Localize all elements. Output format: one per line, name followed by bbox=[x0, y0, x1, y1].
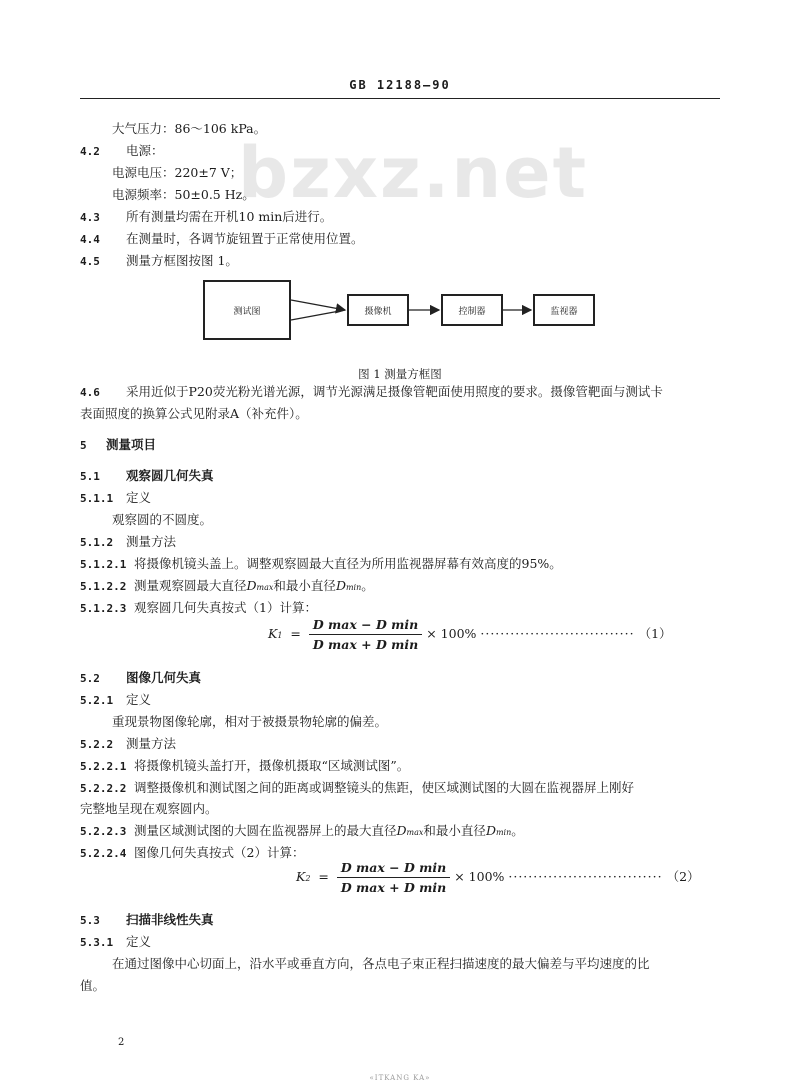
section-text: 电源： bbox=[126, 143, 164, 158]
section-text: 测量方法 bbox=[126, 736, 177, 751]
formula-k2-sub: 2 bbox=[305, 874, 311, 883]
section-5-2-2-2-cont: 完整地呈现在观察圆内。 bbox=[80, 801, 218, 816]
section-text: 扫描非线性失真 bbox=[126, 912, 214, 927]
section-number: 5.1.2.1 bbox=[80, 558, 127, 571]
section-number: 4.4 bbox=[80, 233, 100, 246]
section-text: 和最小直径 bbox=[423, 823, 486, 838]
footer-stamp: «ITKANG KA» bbox=[369, 1074, 431, 1082]
formula-1-tag: （1） bbox=[638, 626, 672, 641]
formula-1-times: × 100% bbox=[426, 626, 477, 641]
section-number: 5.1 bbox=[80, 470, 100, 483]
section-5-1-1 bbox=[80, 490, 151, 507]
formula-k1: K bbox=[268, 626, 278, 641]
section-5-1-1-text: 观察圆的不圆度。 bbox=[112, 512, 213, 527]
section-number: 5.2.2.1 bbox=[80, 760, 127, 773]
section-5-3-1-cont: 值。 bbox=[80, 978, 106, 993]
section-number: 5.3 bbox=[80, 914, 100, 927]
diagram-box-camera: 摄像机 bbox=[347, 294, 409, 326]
section-text: 。 bbox=[361, 578, 374, 593]
section-text: 定义 bbox=[126, 934, 152, 949]
section-5-3 bbox=[80, 912, 214, 929]
section-text: 将摄像机镜头盖打开，摄像机摄取“区域测试图”。 bbox=[134, 758, 410, 773]
section-text: 测量区域测试图的大圆在监视器屏上的最大直径 bbox=[134, 823, 397, 838]
section-5-1-2-1 bbox=[80, 556, 562, 573]
section-number: 5.1.2.2 bbox=[80, 580, 127, 593]
section-text: 定义 bbox=[126, 692, 152, 707]
section-number: 4.2 bbox=[80, 145, 100, 158]
section-5-2-1 bbox=[80, 692, 151, 709]
diagram-arrows bbox=[0, 0, 800, 400]
section-text: 测量项目 bbox=[106, 437, 157, 452]
section-5-1-2 bbox=[80, 534, 176, 551]
section-number: 5.1.2 bbox=[80, 536, 114, 549]
sub-min: min bbox=[495, 828, 512, 837]
section-number: 5.2.1 bbox=[80, 694, 114, 707]
section-5-1-2-3 bbox=[80, 600, 317, 617]
sub-max: max bbox=[406, 828, 424, 837]
formula-2-times: × 100% bbox=[454, 869, 505, 884]
section-number: 5.3.1 bbox=[80, 936, 114, 949]
section-text: 所有测量均需在开机10 min后进行。 bbox=[126, 209, 333, 224]
figure-caption: 图 1 测量方框图 bbox=[358, 367, 442, 381]
section-text: 观察圆几何失真按式（1）计算： bbox=[134, 600, 317, 615]
var-d: D bbox=[335, 578, 346, 593]
arrow-upper-ray bbox=[291, 300, 345, 310]
section-number: 5.2.2.3 bbox=[80, 825, 127, 838]
section-text: 定义 bbox=[126, 490, 152, 505]
diagram-box-test-chart: 测试图 bbox=[203, 280, 291, 340]
section-5-2-2-2 bbox=[80, 780, 634, 797]
section-5-2-2-1 bbox=[80, 758, 409, 775]
formula-k2: K bbox=[296, 869, 306, 884]
section-4-6-cont: 表面照度的换算公式见附录A（补充件）。 bbox=[80, 406, 308, 421]
section-text: 图像几何失真 bbox=[126, 670, 202, 685]
formula-k1-sub: 1 bbox=[277, 631, 283, 640]
section-text: 测量方框图按图 1。 bbox=[126, 253, 238, 268]
section-4-6 bbox=[80, 384, 663, 401]
section-text: 观察圆几何失真 bbox=[126, 468, 214, 483]
section-5-2-1-text: 重现景物图像轮廓，相对于被摄景物轮廓的偏差。 bbox=[112, 714, 388, 729]
section-number: 4.5 bbox=[80, 255, 100, 268]
diagram-box-monitor: 监视器 bbox=[533, 294, 595, 326]
section-number: 5.2.2.2 bbox=[80, 782, 127, 795]
section-number: 5.1.2.3 bbox=[80, 602, 127, 615]
var-d: D bbox=[485, 823, 496, 838]
section-text: 图像几何失真按式（2）计算： bbox=[134, 845, 305, 860]
equals-sign: = bbox=[286, 626, 305, 641]
equals-sign: = bbox=[314, 869, 333, 884]
section-number: 5.2 bbox=[80, 672, 100, 685]
section-5-3-1-text: 在通过图像中心切面上，沿水平或垂直方向，各点电子束正程扫描速度的最大偏差与平均速度的比 bbox=[112, 956, 650, 971]
section-text: 。 bbox=[511, 823, 524, 838]
section-number: 4.3 bbox=[80, 211, 100, 224]
formula-1-numerator: D max − D min bbox=[312, 617, 419, 632]
formula-2-denominator: D max + D min bbox=[337, 877, 450, 895]
watermark: bzxz.net bbox=[238, 132, 589, 214]
frequency-line: 电源频率：50±0.5 Hz。 bbox=[112, 187, 255, 202]
formula-2-tag: （2） bbox=[666, 869, 700, 884]
section-5-1-2-2 bbox=[80, 578, 374, 596]
pressure-line: 大气压力：86～106 kPa。 bbox=[112, 121, 267, 136]
section-number: 5.1.1 bbox=[80, 492, 114, 505]
section-5-2-2-4 bbox=[80, 845, 304, 862]
formula-2-leader: ······························· bbox=[508, 869, 663, 884]
section-text: 在测量时，各调节旋钮置于正常使用位置。 bbox=[126, 231, 364, 246]
diagram-box-controller: 控制器 bbox=[441, 294, 503, 326]
section-text: 采用近似于P20荧光粉光谱光源，调节光源满足摄像管靶面使用照度的要求。摄像管靶面与测试卡 bbox=[126, 384, 663, 399]
section-number: 5 bbox=[80, 439, 87, 452]
voltage-line: 电源电压：220±7 V； bbox=[112, 165, 243, 180]
var-d: D bbox=[246, 578, 257, 593]
formula-1 bbox=[268, 617, 672, 652]
section-text: 测量方法 bbox=[126, 534, 177, 549]
formula-2 bbox=[296, 860, 700, 895]
formula-1-fraction bbox=[309, 617, 422, 652]
var-d: D bbox=[396, 823, 407, 838]
section-text: 测量观察圆最大直径 bbox=[134, 578, 247, 593]
section-text: 将摄像机镜头盖上。调整观察圆最大直径为所用监视器屏幕有效高度的95%。 bbox=[134, 556, 562, 571]
section-number: 5.2.2 bbox=[80, 738, 114, 751]
formula-2-numerator: D max − D min bbox=[340, 860, 447, 875]
sub-max: max bbox=[256, 583, 274, 592]
section-number: 4.6 bbox=[80, 386, 100, 399]
section-text: 调整摄像机和测试图之间的距离或调整镜头的焦距，使区域测试图的大圆在监视器屏上刚好 bbox=[134, 780, 635, 795]
section-5-1 bbox=[80, 468, 214, 485]
document-header: GB 12188—90 bbox=[349, 78, 451, 92]
section-number: 5.2.2.4 bbox=[80, 847, 127, 860]
section-5-3-1 bbox=[80, 934, 151, 951]
arrow-lower-ray bbox=[291, 310, 345, 320]
section-text: 和最小直径 bbox=[273, 578, 336, 593]
formula-1-denominator: D max + D min bbox=[309, 634, 422, 652]
formula-1-leader: ······························· bbox=[480, 626, 635, 641]
section-5 bbox=[80, 437, 156, 454]
section-5-2 bbox=[80, 670, 201, 687]
formula-2-fraction bbox=[337, 860, 450, 895]
section-5-2-2-3 bbox=[80, 823, 524, 841]
sub-min: min bbox=[345, 583, 362, 592]
section-5-2-2 bbox=[80, 736, 176, 753]
page-number: 2 bbox=[118, 1037, 125, 1048]
